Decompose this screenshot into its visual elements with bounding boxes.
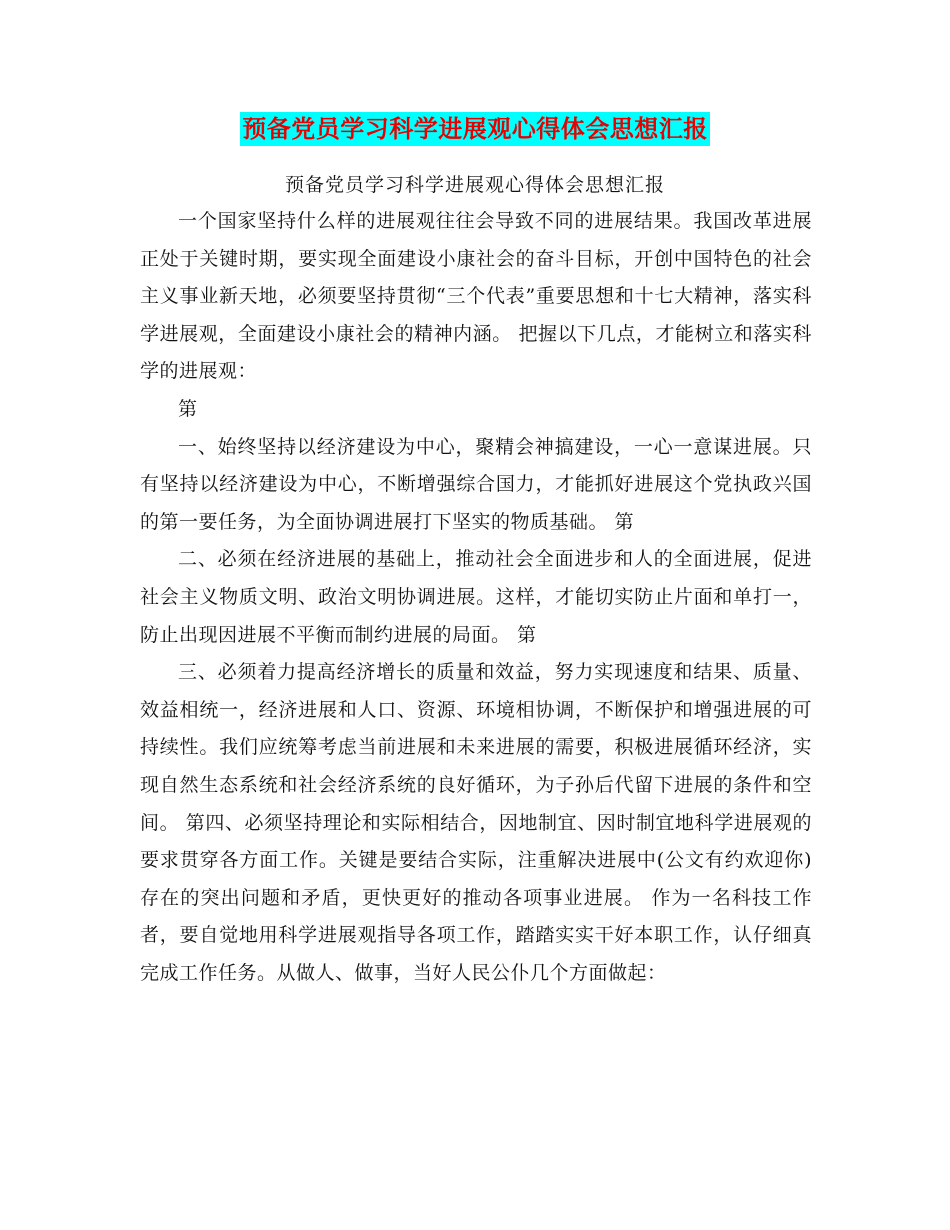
paragraph-intro: 一个国家坚持什么样的进展观往往会导致不同的进展结果。我国改革进展正处于关键时期，要实现全面建设小康社会的奋斗目标，开创中国特色的社会主义事业新天地，必须要坚持贯彻“三个代表”重要思想和十七大精神，落实科学进展观，全面建设小康社会的精神内涵。 把握以下几点，才能树立和落实科学的进展观： [140,210,812,383]
paragraph-point-three: 三、必须着力提高经济增长的质量和效益，努力实现速度和结果、质量、效益相统一，经济进展和人口、资源、环境相协调，不断保护和增强进展的可持续性。我们应统筹考虑当前进展和未来进展的需要，积极进展循环经济，实现自然生态系统和社会经济系统的良好循环，为子孙后代留下进展的条件和空间。 第四、必须坚持理论和实际相结合，因地制宜、因时制宜地科学进展观的要求贯穿各方面工作。关键是要结合实际，注重解决进展中(公文有约欢迎你)存在的突出问题和矛盾，更快更好的推动各项事业进展。 作为一名科技工作者，要自觉地用科学进展观指导各项工作，踏踏实实干好本职工作，认仔细真完成工作任务。从做人、做事，当好人民公仆几个方面做起： [140,661,812,984]
page-title: 预备党员学习科学进展观心得体会思想汇报 [240,112,710,146]
paragraph-point-one: 一、始终坚持以经济建设为中心，聚精会神搞建设，一心一意谋进展。只有坚持以经济建设为中心，不断增强综合国力，才能抓好进展这个党执政兴国的第一要任务，为全面协调进展打下坚实的物质基础。 第 [140,435,812,533]
title-block [0,112,950,146]
document-body [140,203,812,992]
document-subtitle: 预备党员学习科学进展观心得体会思想汇报 [284,174,665,196]
paragraph-point-two: 二、必须在经济进展的基础上，推动社会全面进步和人的全面进展，促进社会主义物质文明、政治文明协调进展。这样，才能切实防止片面和单打一，防止出现因进展不平衡而制约进展的局面。 第 [140,548,812,646]
paragraph-marker: 第 [178,397,198,420]
